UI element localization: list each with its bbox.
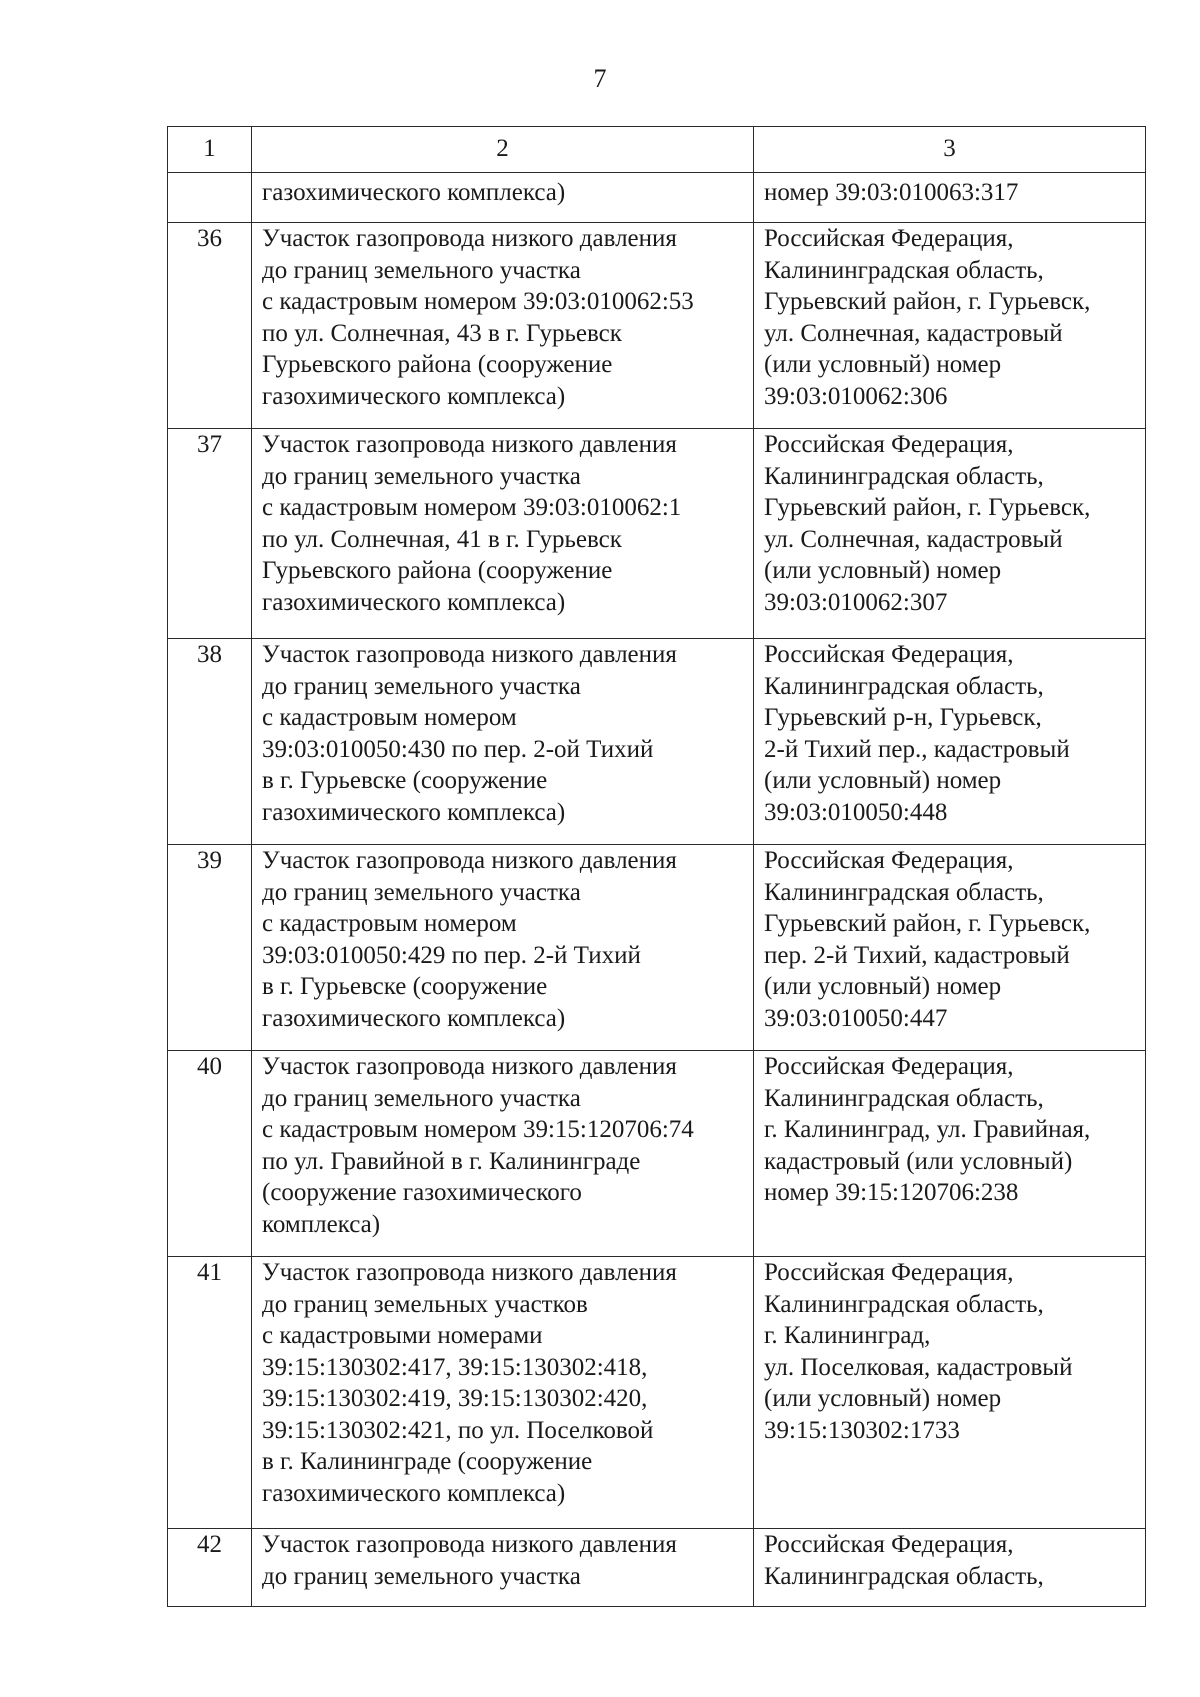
object-line: по ул. Солнечная, 43 в г. Гурьевск [262,319,622,347]
address-line: Российская Федерация, [764,1531,1014,1558]
object-line: 39:15:130302:421, по ул. Поселковой [262,1416,654,1444]
object-line: с кадастровыми номерами [262,1322,543,1349]
address-cell [754,429,1146,639]
object-line: до границ земельного участка [262,462,581,490]
row-number-cell: 37 [168,429,252,639]
table-row [168,429,1146,639]
table-row [168,639,1146,845]
object-line: с кадастровым номером 39:15:120706:74 [262,1116,694,1143]
object-line: Участок газопровода низкого давления [262,641,677,668]
address-cell [754,173,1146,223]
address-line: Калининградская область, [764,1084,1044,1112]
address-line: пер. 2-й Тихий, кадастровый [764,941,1070,969]
object-description-cell [252,173,754,223]
address-line: г. Калининград, ул. Гравийная, [764,1116,1091,1143]
object-line: по ул. Гравийной в г. Калининграде [262,1147,641,1175]
address-line: 39:03:010062:307 [764,588,948,616]
address-line: Калининградская область, [764,1562,1044,1590]
object-line: Участок газопровода низкого давления [262,1053,677,1080]
address-line: номер 39:15:120706:238 [764,1179,1019,1206]
row-number-cell [168,173,252,223]
address-line: 39:03:010050:447 [764,1004,948,1032]
object-line: 39:15:130302:417, 39:15:130302:418, [262,1353,648,1381]
column-header-number: 1 [168,127,252,173]
address-line: Гурьевский район, г. Гурьевск, [764,910,1091,937]
object-line: с кадастровым номером [262,704,517,731]
table-row [168,845,1146,1051]
object-line: 39:03:010050:429 по пер. 2-й Тихий [262,941,641,969]
object-line: газохимического комплекса) [262,382,566,410]
object-description-cell [252,639,754,845]
address-cell [754,1051,1146,1257]
object-line: газохимического комплекса) [262,588,566,616]
object-description-cell [252,223,754,429]
address-line: Российская Федерация, [764,641,1014,668]
address-cell [754,845,1146,1051]
object-description-cell [252,845,754,1051]
address-cell [754,1529,1146,1607]
address-line: ул. Солнечная, кадастровый [764,525,1063,553]
object-line: с кадастровым номером 39:03:010062:53 [262,288,694,315]
object-line: Участок газопровода низкого давления [262,847,677,874]
table-row [168,1051,1146,1257]
address-line: г. Калининград, [764,1322,931,1349]
registry-table [167,126,1146,1607]
object-line: с кадастровым номером 39:03:010062:1 [262,494,682,521]
object-line: газохимического комплекса) [262,179,566,206]
row-number-cell: 40 [168,1051,252,1257]
object-description-cell [252,429,754,639]
object-description-cell [252,1529,754,1607]
object-line: до границ земельного участка [262,1562,581,1590]
row-number-cell: 39 [168,845,252,1051]
object-line: с кадастровым номером [262,910,517,937]
address-line: кадастровый (или условный) [764,1147,1073,1175]
table-row-continuation [168,173,1146,223]
address-line: (или условный) номер [764,973,1002,1000]
column-header-object: 2 [252,127,754,173]
object-line: Гурьевского района (сооружение [262,557,613,584]
address-line: Российская Федерация, [764,1053,1014,1080]
table-row [168,1257,1146,1529]
address-line: номер 39:03:010063:317 [764,179,1019,206]
object-line: 39:15:130302:419, 39:15:130302:420, [262,1385,648,1412]
object-line: Участок газопровода низкого давления [262,1531,677,1558]
address-line: 2-й Тихий пер., кадастровый [764,735,1070,763]
address-line: Российская Федерация, [764,431,1014,458]
address-line: (или условный) номер [764,351,1002,378]
address-cell [754,639,1146,845]
row-number-cell: 42 [168,1529,252,1607]
object-line: до границ земельных участков [262,1290,588,1318]
object-line: в г. Калининграде (сооружение [262,1448,593,1475]
page-number: 7 [593,64,607,93]
object-line: по ул. Солнечная, 41 в г. Гурьевск [262,525,622,553]
address-line: Российская Федерация, [764,1259,1014,1286]
object-line: до границ земельного участка [262,672,581,700]
object-description-cell [252,1257,754,1529]
object-line: Участок газопровода низкого давления [262,431,677,458]
table-row [168,1529,1146,1607]
address-line: Гурьевский район, г. Гурьевск, [764,494,1091,521]
address-line: Калининградская область, [764,256,1044,284]
table-row [168,223,1146,429]
object-line: до границ земельного участка [262,256,581,284]
object-line: до границ земельного участка [262,878,581,906]
table-header-row [168,127,1146,173]
object-line: (сооружение газохимического [262,1179,582,1206]
row-number-cell: 36 [168,223,252,429]
address-line: Калининградская область, [764,878,1044,906]
column-header-address: 3 [754,127,1146,173]
address-line: (или условный) номер [764,767,1002,794]
address-cell [754,1257,1146,1529]
address-line: 39:15:130302:1733 [764,1416,960,1444]
address-cell [754,223,1146,429]
object-line: газохимического комплекса) [262,1004,566,1032]
address-line: ул. Солнечная, кадастровый [764,319,1063,347]
object-line: газохимического комплекса) [262,1479,566,1507]
object-description-cell [252,1051,754,1257]
row-number-cell: 38 [168,639,252,845]
address-line: Калининградская область, [764,1290,1044,1318]
address-line: Российская Федерация, [764,225,1014,252]
object-line: Гурьевского района (сооружение [262,351,613,378]
address-line: Гурьевский район, г. Гурьевск, [764,288,1091,315]
address-line: Калининградская область, [764,462,1044,490]
address-line: (или условный) номер [764,557,1002,584]
row-number-cell: 41 [168,1257,252,1529]
object-line: газохимического комплекса) [262,798,566,826]
object-line: в г. Гурьевске (сооружение [262,767,548,794]
address-line: ул. Поселковая, кадастровый [764,1353,1073,1381]
address-line: 39:03:010062:306 [764,382,948,410]
object-line: Участок газопровода низкого давления [262,1259,677,1286]
address-line: 39:03:010050:448 [764,798,948,826]
object-line: в г. Гурьевске (сооружение [262,973,548,1000]
address-line: Гурьевский р-н, Гурьевск, [764,704,1042,731]
object-line: до границ земельного участка [262,1084,581,1112]
object-line: Участок газопровода низкого давления [262,225,677,252]
object-line: комплекса) [262,1210,381,1238]
object-line: 39:03:010050:430 по пер. 2-ой Тихий [262,735,654,763]
address-line: (или условный) номер [764,1385,1002,1412]
address-line: Калининградская область, [764,672,1044,700]
address-line: Российская Федерация, [764,847,1014,874]
